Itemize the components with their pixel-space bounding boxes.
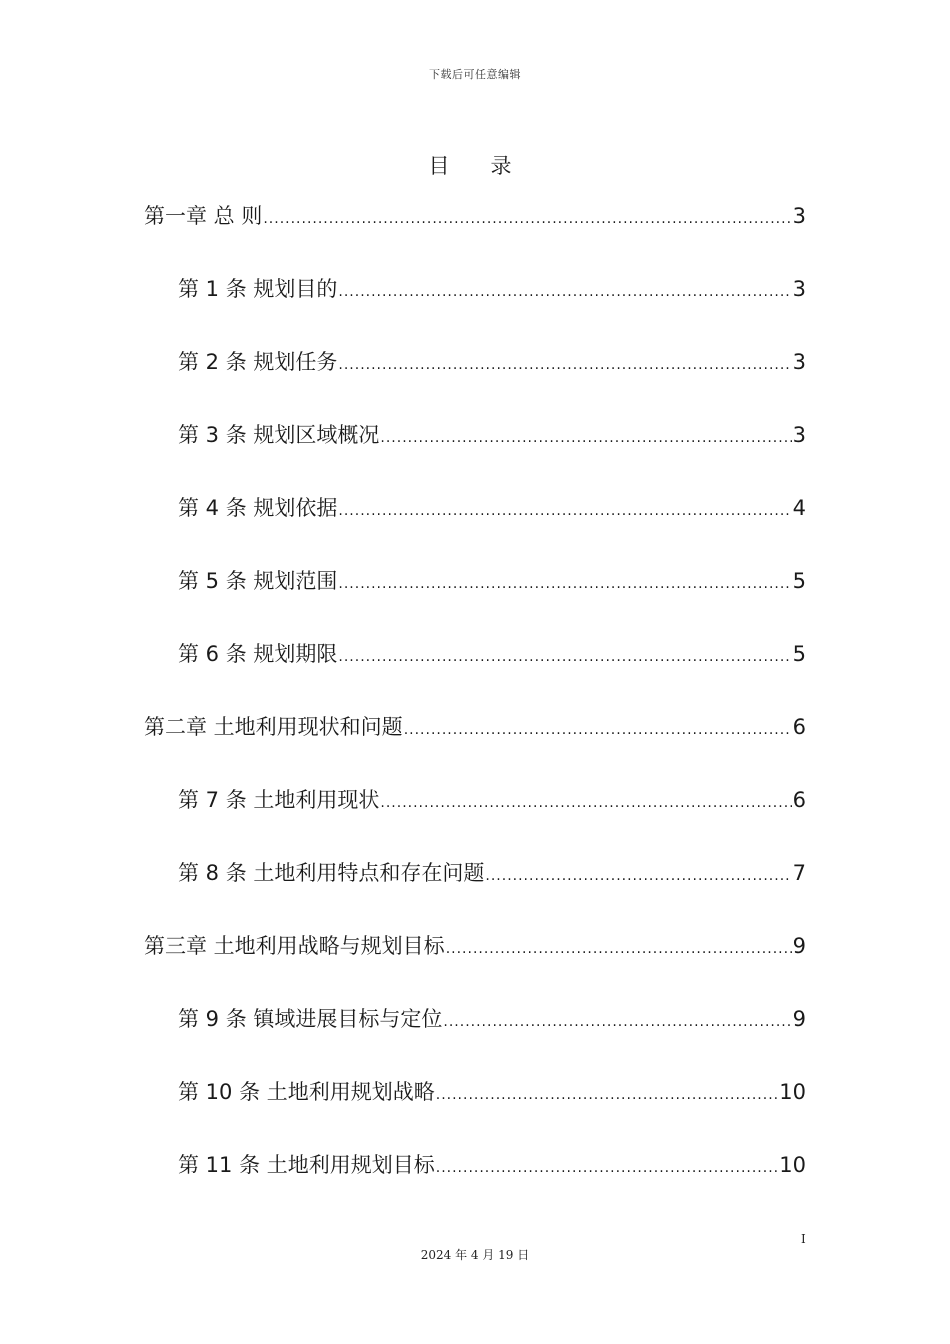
dot-leader bbox=[338, 493, 791, 529]
toc-entry-article-6[interactable] bbox=[144, 636, 806, 709]
dot-leader bbox=[338, 347, 791, 383]
toc-entry-page: 5 bbox=[792, 569, 806, 593]
toc-entry-text: 第 1 条 规划目的 bbox=[178, 277, 338, 301]
toc-entry-page: 6 bbox=[792, 715, 806, 739]
toc-entry-article-5[interactable] bbox=[144, 563, 806, 636]
dot-leader bbox=[263, 201, 791, 237]
toc-entry-page: 10 bbox=[779, 1080, 806, 1104]
toc-entry-text: 第 7 条 土地利用现状 bbox=[178, 788, 380, 812]
dot-leader bbox=[446, 931, 792, 967]
toc-entry-text: 第一章 总 则 bbox=[144, 204, 263, 228]
toc-entry-text: 第 6 条 规划期限 bbox=[178, 642, 338, 666]
toc-entry-page: 9 bbox=[792, 934, 806, 958]
toc-entry-article-7[interactable] bbox=[144, 782, 806, 855]
dot-leader bbox=[436, 1150, 779, 1186]
toc-entry-article-3[interactable] bbox=[144, 417, 806, 490]
toc-title: 目 录 bbox=[428, 154, 522, 179]
toc-entry-text: 第 10 条 土地利用规划战略 bbox=[178, 1080, 435, 1104]
toc-entry-article-4[interactable] bbox=[144, 490, 806, 563]
toc-entry-text: 第 8 条 土地利用特点和存在问题 bbox=[178, 861, 485, 885]
toc-entry-text: 第 11 条 土地利用规划目标 bbox=[178, 1153, 435, 1177]
toc-entry-page: 3 bbox=[792, 350, 806, 374]
toc-entry-article-2[interactable] bbox=[144, 344, 806, 417]
toc-entry-page: 9 bbox=[792, 1007, 806, 1031]
dot-leader bbox=[338, 639, 791, 675]
toc-entry-page: 7 bbox=[792, 861, 806, 885]
dot-leader bbox=[443, 1004, 791, 1040]
dot-leader bbox=[485, 858, 791, 894]
toc-entry-text: 第 3 条 规划区域概况 bbox=[178, 423, 380, 447]
toc-entry-article-1[interactable] bbox=[144, 271, 806, 344]
toc-entry-text: 第二章 土地利用现状和问题 bbox=[144, 715, 403, 739]
dot-leader bbox=[338, 566, 791, 602]
dot-leader bbox=[436, 1077, 779, 1113]
toc-entry-page: 5 bbox=[792, 642, 806, 666]
toc-entry-page: 6 bbox=[792, 788, 806, 812]
toc-entry-page: 3 bbox=[792, 204, 806, 228]
footer-date: 2024 年 4 月 19 日 bbox=[420, 1248, 530, 1262]
toc-entry-page: 3 bbox=[792, 423, 806, 447]
toc-entry-text: 第三章 土地利用战略与规划目标 bbox=[144, 934, 445, 958]
toc-entry-page: 10 bbox=[779, 1153, 806, 1177]
toc-entry-page: 4 bbox=[792, 496, 806, 520]
dot-leader bbox=[380, 420, 791, 456]
toc-entry-text: 第 5 条 规划范围 bbox=[178, 569, 338, 593]
toc-entry-text: 第 4 条 规划依据 bbox=[178, 496, 338, 520]
toc-entry-text: 第 2 条 规划任务 bbox=[178, 350, 338, 374]
table-of-contents bbox=[144, 198, 806, 1220]
toc-entry-chapter-1[interactable] bbox=[144, 198, 806, 271]
toc-entry-page: 3 bbox=[792, 277, 806, 301]
toc-entry-article-11[interactable] bbox=[144, 1147, 806, 1220]
toc-entry-text: 第 9 条 镇域进展目标与定位 bbox=[178, 1007, 443, 1031]
dot-leader bbox=[380, 785, 791, 821]
toc-entry-chapter-3[interactable] bbox=[144, 928, 806, 1001]
toc-entry-article-9[interactable] bbox=[144, 1001, 806, 1074]
dot-leader bbox=[404, 712, 792, 748]
toc-entry-chapter-2[interactable] bbox=[144, 709, 806, 782]
toc-entry-article-8[interactable] bbox=[144, 855, 806, 928]
header-note: 下载后可任意编辑 bbox=[429, 68, 521, 81]
page-number: I bbox=[801, 1232, 806, 1246]
dot-leader bbox=[338, 274, 791, 310]
toc-entry-article-10[interactable] bbox=[144, 1074, 806, 1147]
